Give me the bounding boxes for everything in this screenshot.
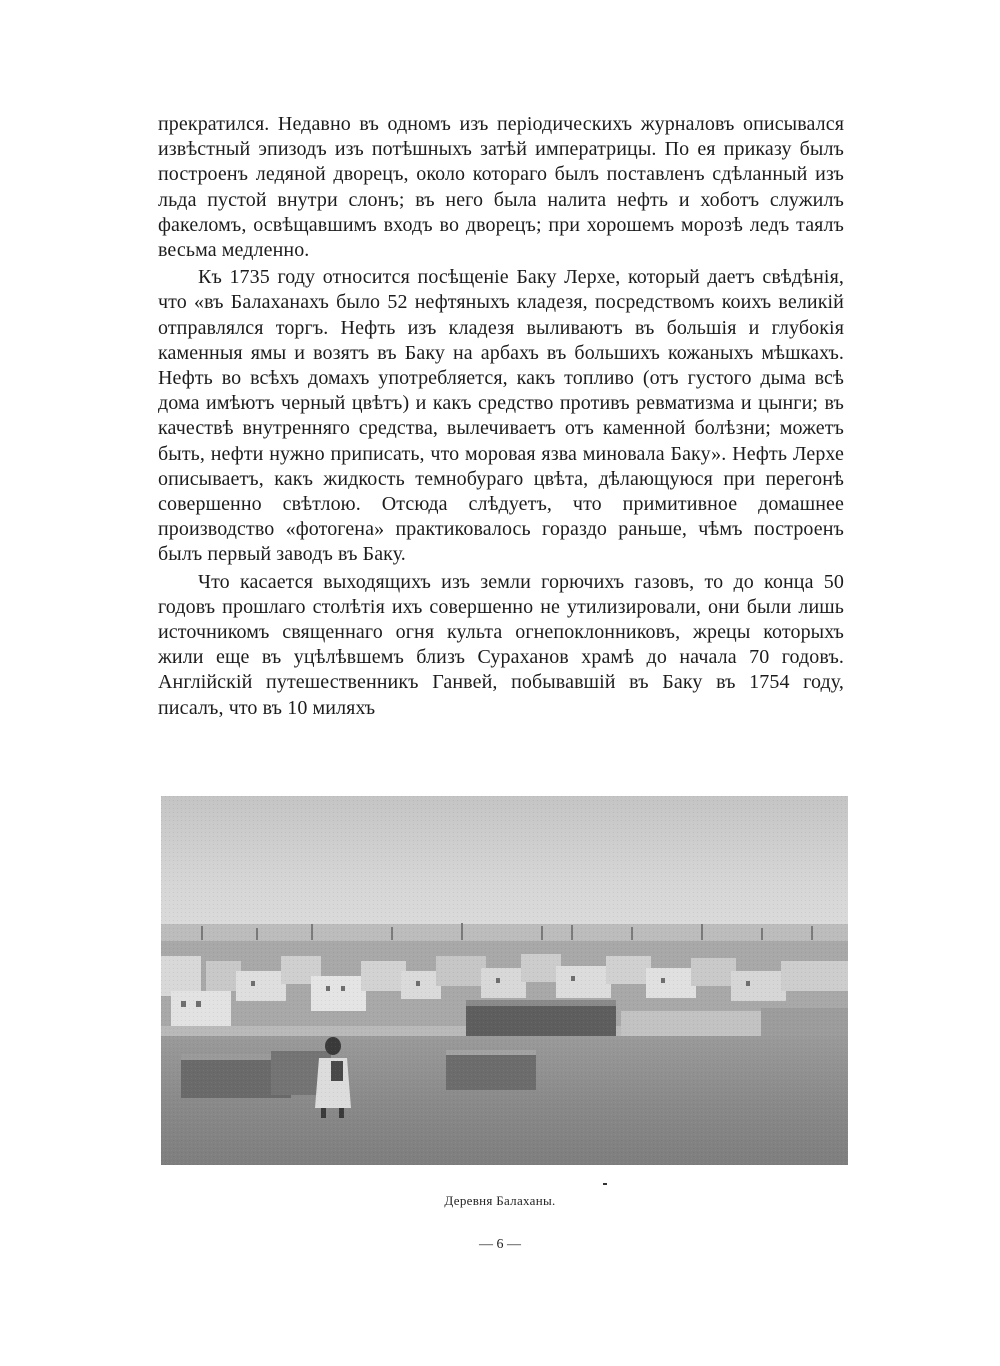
paragraph-2: Къ 1735 году относится посѣщеніе Баку Лерхе, который даетъ свѣдѣнія, что «въ Балаханахъ было 52 нефтяныхъ кладезя, посредствомъ коихъ великій отправлялся торгъ. Нефть изъ кладезя выливаютъ въ большія и глубокія каменныя ямы и возятъ въ Баку на арбахъ въ большихъ кожаныхъ мѣшкахъ. Нефть во всѣхъ домахъ употребляется, какъ топливо (отъ густого дыма всѣ дома имѣютъ черный цвѣтъ) и какъ средство противъ ревматизма и цынги; въ качествѣ внутренняго средства, вылечиваетъ отъ каменной болѣзни; можетъ быть, нефти нужно приписать, что моровая язва миновала Баку». Нефть Лерхе описываетъ, какъ жидкость темнобураго цвѣта, дѣлающуюся при перегонѣ совершенно свѣтлою. Отсюда слѣдуетъ, что примитивное домашнее производство «фотогена» практиковалось гораздо раньше, чѣмъ построенъ былъ первый заводъ въ Баку. xyxy=(158,266,844,566)
village-photograph xyxy=(161,796,848,1165)
figure-caption: Деревня Балаханы. xyxy=(444,1193,556,1208)
paragraph-1: прекратился. Недавно въ одномъ изъ періодическихъ журналовъ описывался извѣстный эпизодъ изъ потѣшныхъ затѣй императрицы. По ея приказу былъ построенъ ледяной дворецъ, около котораго былъ поставленъ сдѣланный изъ льда пустой внутри слонъ; въ него была налита нефть и хоботъ служилъ факеломъ, освѣщавшимъ входъ во дворецъ; при хорошемъ морозѣ ледъ таялъ весьма медленно. xyxy=(158,113,844,262)
paragraph-3: Что касается выходящихъ изъ земли горючихъ газовъ, то до конца 50 годовъ прошлаго столѣтія ихъ совершенно не утилизировали, они были лишь источникомъ священнаго огня культа огнепоклонниковъ, жрецы которыхъ жили еще въ уцѣлѣвшемъ близъ Сураханов храмѣ до начала 70 годовъ. Англійскій путешественникъ Ганвей, побывавшій въ Баку въ 1754 году, писалъ, что въ 10 миляхъ xyxy=(158,570,844,719)
body-text xyxy=(158,112,844,721)
photo-illustration xyxy=(161,796,848,1165)
print-speck xyxy=(603,1183,607,1185)
page-number: — 6 — xyxy=(479,1237,521,1252)
